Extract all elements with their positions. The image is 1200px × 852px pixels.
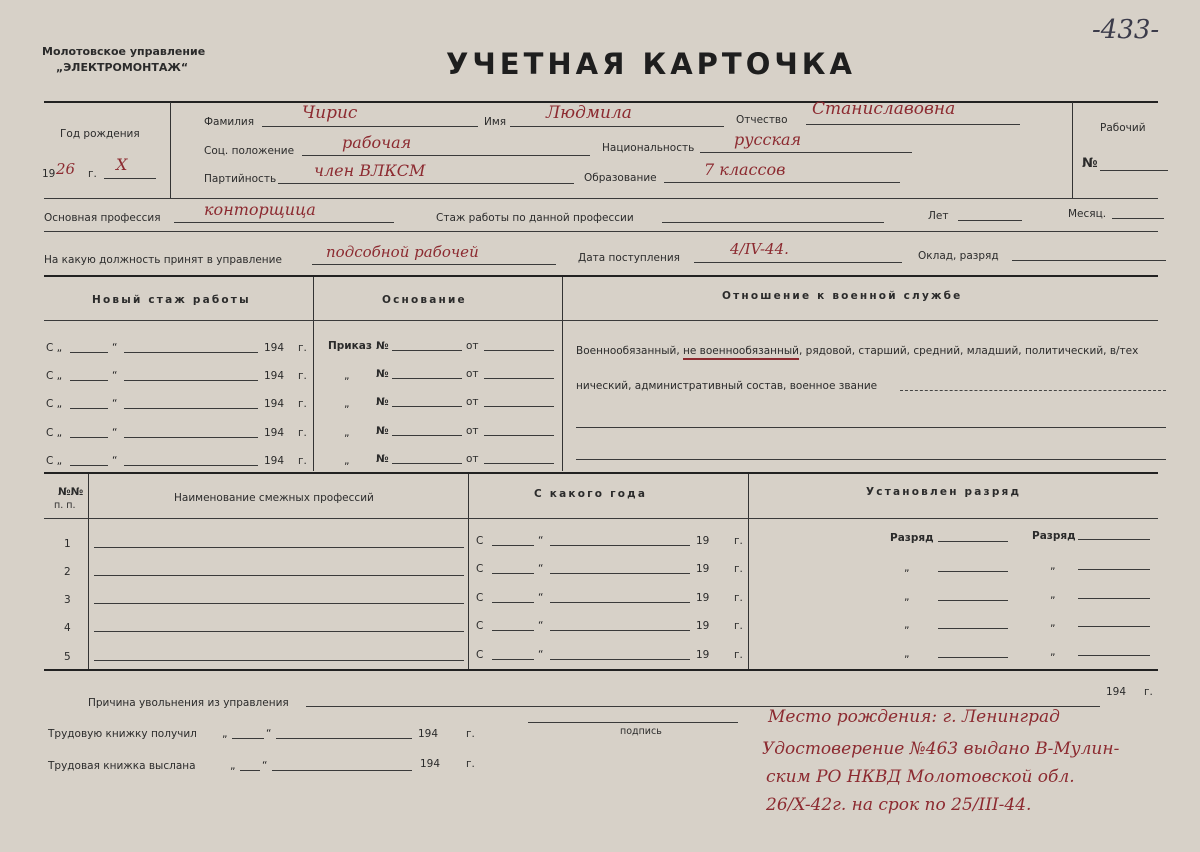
position-label: На какую должность принят в управление: [44, 254, 282, 266]
patronymic-value: Станиславовна: [812, 99, 956, 119]
profession-value: конторщица: [204, 200, 316, 219]
book-sent-label: Трудовая книжка выслана: [48, 760, 196, 772]
military-line-2: нический, административный состав, военное звание: [576, 380, 878, 392]
salary-label: Оклад, разряд: [918, 250, 999, 262]
education-value: 7 классов: [704, 160, 786, 179]
social-label: Соц. положение: [204, 145, 295, 157]
note-line-4: 26/X-42г. на срок по 25/III-44.: [766, 795, 1032, 815]
position-value: подсобной рабочей: [326, 243, 479, 261]
related-num-header: №№: [58, 486, 84, 498]
stazh-header-new: Новый стаж работы: [92, 294, 251, 306]
birth-year-value: 26: [56, 160, 76, 178]
org-line-2: „ЭЛЕКТРОМОНТАЖ“: [56, 61, 189, 74]
birth-year-label: Год рождения: [60, 128, 140, 140]
name-label: Имя: [484, 116, 507, 128]
birth-g-label: г.: [88, 168, 97, 180]
grade-label-2: Разряд: [1032, 530, 1076, 542]
grade-label-1: Разряд: [890, 532, 934, 544]
years-label: Лет: [928, 210, 949, 222]
book-received-label: Трудовую книжку получил: [48, 728, 197, 740]
birth-year-prefix: 19: [42, 168, 56, 180]
page-title: УЧЕТНАЯ КАРТОЧКА: [446, 47, 856, 81]
related-header-since: С какого года: [534, 488, 648, 500]
nationality-label: Национальность: [602, 142, 695, 154]
nationality-value: русская: [734, 130, 802, 149]
experience-label: Стаж работы по данной профессии: [436, 212, 634, 224]
start-date-value: 4/IV-44.: [730, 240, 789, 258]
worker-number-label: №: [1082, 156, 1098, 171]
note-line-1: Место рождения: г. Ленинград: [768, 707, 1060, 727]
related-header-grade: Установлен разряд: [866, 486, 1022, 498]
note-line-3: ским РО НКВД Молотовской обл.: [766, 767, 1075, 787]
months-label: Месяц.: [1068, 208, 1107, 220]
name-value: Людмила: [546, 103, 632, 123]
surname-value: Чирис: [302, 103, 358, 123]
dismissal-g: г.: [1144, 686, 1153, 698]
military-line-1: Военнообязанный, не военнообязанный, рядовой, старший, средний, младший, политический, в/тех: [576, 345, 1138, 357]
social-value: рабочая: [342, 133, 412, 152]
education-label: Образование: [584, 172, 657, 184]
start-date-label: Дата поступления: [578, 252, 680, 264]
related-num-header-2: п. п.: [54, 500, 76, 511]
birth-month-value: X: [116, 155, 128, 174]
related-header-name: Наименование смежных профессий: [174, 492, 374, 504]
archive-number: -433-: [1092, 15, 1160, 45]
signature-label: подпись: [620, 726, 662, 737]
org-line-1: Молотовское управление: [42, 45, 206, 58]
military-status-selected: не военнообязанный: [683, 345, 799, 360]
stazh-header-military: Отношение к военной службе: [722, 290, 963, 302]
profession-label: Основная профессия: [44, 212, 161, 224]
worker-label: Рабочий: [1100, 122, 1146, 134]
dismissal-year: 194: [1106, 686, 1127, 698]
party-value: член ВЛКСМ: [314, 161, 426, 180]
party-label: Партийность: [204, 173, 277, 185]
surname-label: Фамилия: [204, 116, 255, 128]
registration-card: Молотовское управление „ЭЛЕКТРОМОНТАЖ“ УЧЕТНАЯ КАРТОЧКА -433- Год рождения 19 26 г. X Фамилия Чирис Имя Людмила Отчество Станиславовна Соц. положение рабочая Национальность русская Партийность член ВЛКСМ Образование 7 классов Рабочий № Основная профессия конторщица Стаж работы по данной профессии Лет Месяц. На какую должность принят в управление подсобной рабочей Дата поступления 4/IV-44. Оклад, разряд Новый стаж работы Основание Отношение к военной службе С „ “ 194 г. Приказ № от С „ “ 194 г. „ № от С „ “ 194 г. „ № от С „ “ 194 г. „ № от С „ “ 194 г. „ № от Военнообязанный, не военнообязанный, рядовой, старший, средний, младший, политический, в/тех нический, административный состав, военное звание №№ п. п. Наименование смежных профессий С какого года Установлен разряд Разряд Разряд 1 С “ 19 г. 2 С “ 19 г. „ „ 3 С “ 19 г. „ „ 4 С “ 19 г. „ „ 5 С “ 19 г. „ „ Причина увольнения из управления 194 г. Трудовую книжку получил „ “ 194 г. подпись Трудовая книжка выслана „ “ 194 г. Место рождения: г. Ленинград Удостоверение №463 выдано В-Мулин- ским РО НКВД Молотовской обл. 26/X-42г. на срок по 25/III-44.: [0, 0, 1200, 852]
patronymic-label: Отчество: [736, 114, 788, 126]
note-line-2: Удостоверение №463 выдано В-Мулин-: [762, 739, 1120, 759]
dismissal-label: Причина увольнения из управления: [88, 697, 289, 709]
stazh-header-basis: Основание: [382, 294, 467, 306]
